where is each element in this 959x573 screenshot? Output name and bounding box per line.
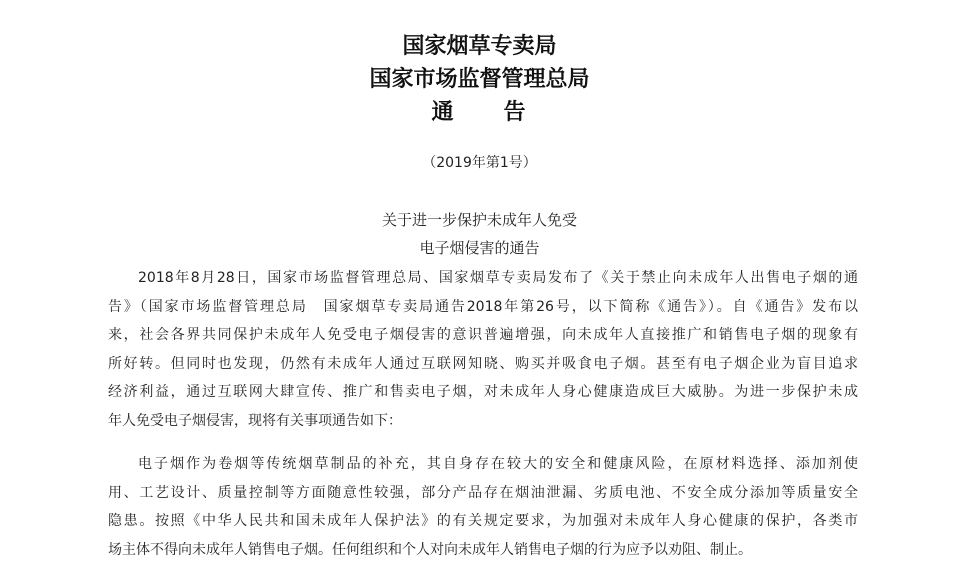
body-paragraph-2 (108, 450, 858, 564)
paragraph-line: 年人免受电子烟侵害，现将有关事项通告如下： (108, 412, 402, 429)
notice-subtitle-line-1: 关于进一步保护未成年人免受 (381, 211, 577, 229)
document-type-title: 通 告 (431, 99, 528, 125)
paragraph-line: 电子烟作为卷烟等传统烟草制品的补充，其自身存在较大的安全和健康风险，在原材料选择、添加剂使 (138, 456, 858, 472)
paragraph-line: 告》（国家市场监督管理总局 国家烟草专卖局通告2018年第26号，以下简称《通告》）。自《通告》发布以 (108, 298, 858, 315)
paragraph-line: 隐患。按照《中华人民共和国未成年人保护法》的有关规定要求，为加强对未成年人身心健康的保护，各类市 (108, 513, 858, 530)
document-number: （2019年第1号） (422, 155, 537, 171)
paragraph-line: 来，社会各界共同保护未成年人免受电子烟侵害的意识普遍增强，向未成年人直接推广和销售电子烟的现象有 (108, 327, 858, 344)
paragraph-line: 所好转。但同时也发现，仍然有未成年人通过互联网知晓、购买并吸食电子烟。甚至有电子烟企业为盲目追求 (108, 355, 858, 372)
paragraph-line: 用、工艺设计、质量控制等方面随意性较强，部分产品存在烟油泄漏、劣质电池、不安全成分添加等质量安全 (108, 484, 858, 501)
body-paragraph-1 (108, 264, 858, 436)
notice-subtitle-line-2: 电子烟侵害的通告 (419, 239, 540, 257)
issuer-title-tobacco: 国家烟草专卖局 (402, 33, 557, 59)
issuer-title-market-regulation: 国家市场监督管理总局 (369, 66, 590, 92)
paragraph-line: 2018年8月28日，国家市场监督管理总局、国家烟草专卖局发布了《关于禁止向未成年人出售电子烟的通 (138, 270, 858, 286)
paragraph-line: 经济利益，通过互联网大肆宣传、推广和售卖电子烟，对未成年人身心健康造成巨大威胁。为进一步保护未成 (108, 384, 858, 401)
paragraph-line: 场主体不得向未成年人销售电子烟。任何组织和个人对向未成年人销售电子烟的行为应予以劝阻、制止。 (108, 541, 752, 558)
